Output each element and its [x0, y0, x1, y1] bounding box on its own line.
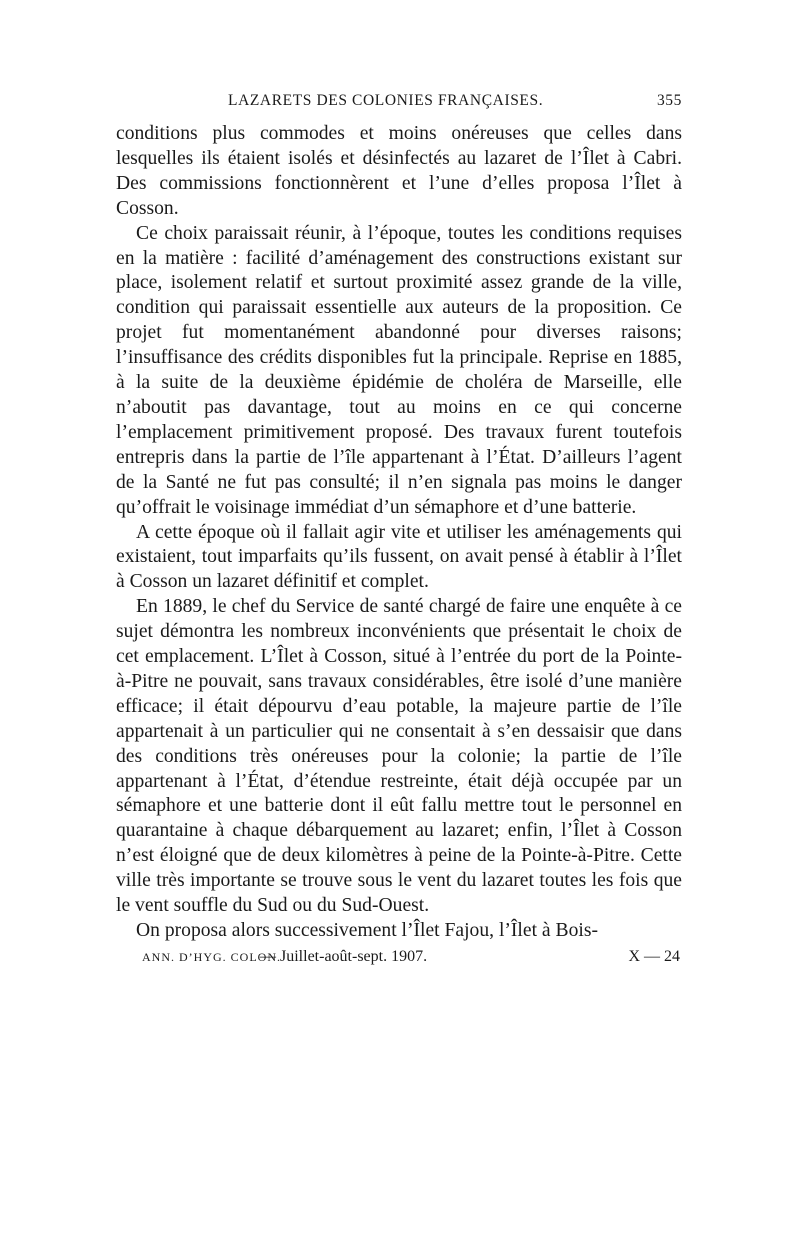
- page-number: 355: [656, 92, 682, 109]
- body-text: [116, 122, 682, 944]
- running-title: LAZARETS DES COLONIES FRANÇAISES.: [228, 92, 544, 109]
- journal-name: ANN. D’HYG. COLON.: [142, 949, 281, 964]
- paragraph: A cette époque où il fallait agir vite et utiliser les aménagements qui existaient, tout imparfaits qu’ils fussent, on avait pensé à établir à l’Îlet à Cosson un lazaret définitif et complet.: [116, 521, 682, 593]
- issue-date: — Juillet-août-sept. 1907.: [260, 947, 428, 965]
- page-footer: [116, 947, 682, 972]
- paragraph: Ce choix paraissait réunir, à l’époque, toutes les conditions requises en la matière : facilité d’aménagement des constructions existant sur place, isolement relatif et surtout proximité assez grande de la ville, condition qui paraissait essentielle aux auteurs de la proposition. Ce projet fut momentanément abandonné pour diverses raisons; l’insuffisance des crédits disponibles fut la principale. Reprise en 1885, à la suite de la deuxième épidémie de choléra de Marseille, elle n’aboutit pas davantage, tout au moins en ce qui concerne l’emplacement primitivement proposé. Des travaux furent toutefois entrepris dans la partie de l’île appartenant à l’État. D’ailleurs l’agent de la Santé ne fut pas consulté; il n’en signala pas moins le danger qu’offrait le voisinage immédiat d’un sémaphore et d’une batterie.: [116, 222, 682, 518]
- paragraph: conditions plus commodes et moins onéreuses que celles dans lesquelles ils étaient isolés et désinfectés au lazaret de l’Îlet à Cabri. Des commissions fonctionnèrent et l’une d’elles proposa l’Îlet à Cosson.: [116, 123, 682, 219]
- paragraph: En 1889, le chef du Service de santé chargé de faire une enquête à ce sujet démontra les nombreux inconvénients que présentait le choix de cet emplacement. L’Îlet à Cosson, situé à l’entrée du port de la Pointe-à-Pitre ne pouvait, sans travaux considérables, être isolé d’une manière efficace; il était dépourvu d’eau potable, la majeure partie de l’île appartenait à un particulier qui ne consentait à s’en dessaisir que dans des conditions très onéreuses pour la colonie; la partie de l’île appartenant à l’État, d’étendue restreinte, était déjà occupée par un sémaphore et une batterie dont il eût fallu mettre tout le personnel en quarantaine à chaque débarquement au lazaret; enfin, l’Îlet à Cosson n’est éloigné que de deux kilomètres à peine de la Pointe-à-Pitre. Cette ville très importante se trouve sous le vent du lazaret toutes les fois que le vent souffle du Sud ou du Sud-Ouest.: [116, 596, 682, 917]
- running-header: [116, 92, 682, 122]
- paragraph: On proposa alors successivement l’Îlet Fajou, l’Îlet à Bois-: [136, 920, 598, 941]
- page-content: [116, 92, 682, 972]
- signature-mark: X — 24: [628, 947, 680, 965]
